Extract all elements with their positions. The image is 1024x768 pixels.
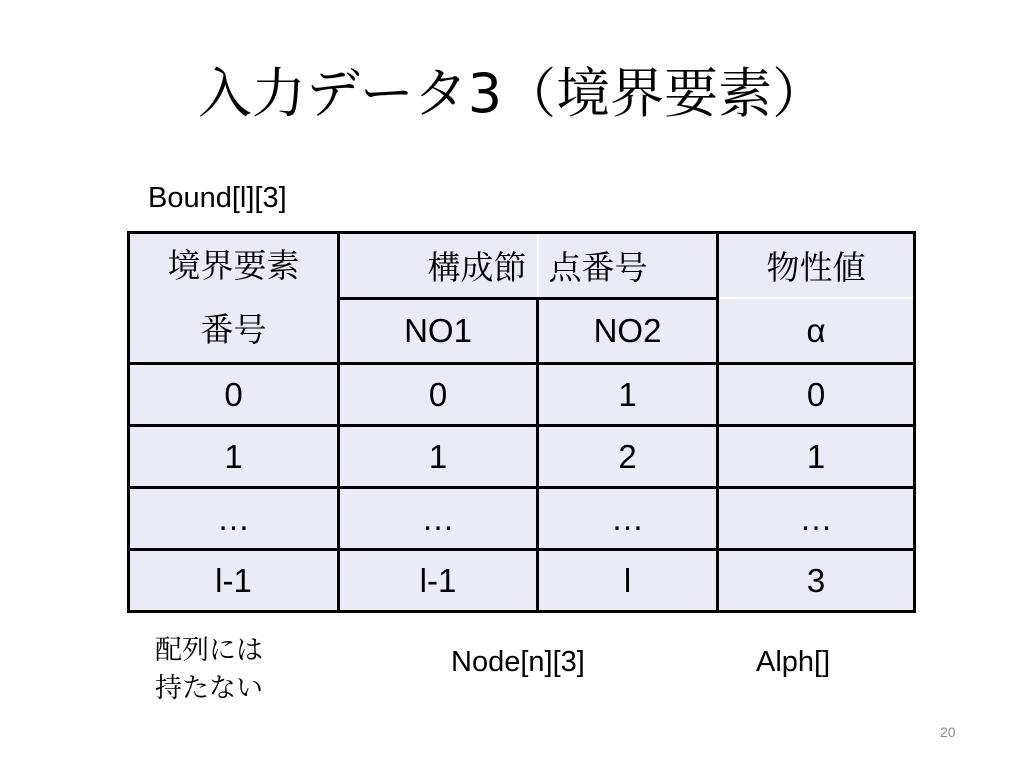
subheader-alpha: α xyxy=(718,298,915,364)
header-material-property xyxy=(718,233,915,299)
header-element-number-line1: 境界要素 xyxy=(167,246,300,285)
table-cell: 0 xyxy=(129,364,339,426)
header-node-group-left xyxy=(339,233,538,299)
table-cell: 1 xyxy=(129,426,339,488)
subheader-no2: NO2 xyxy=(538,298,718,364)
table-cell: 3 xyxy=(718,550,915,612)
table-cell: l xyxy=(538,550,718,612)
table-row xyxy=(129,488,915,550)
table-row xyxy=(129,364,915,426)
table-row xyxy=(129,550,915,612)
table-row xyxy=(129,426,915,488)
table-cell: 1 xyxy=(718,426,915,488)
table-cell: 1 xyxy=(339,426,538,488)
table-cell: 1 xyxy=(538,364,718,426)
table-cell: 0 xyxy=(339,364,538,426)
header-node-group-left-text: 構成節 xyxy=(427,247,527,287)
table-cell: … xyxy=(339,488,538,550)
slide-title: 入力データ3（境界要素） xyxy=(197,62,827,125)
header-node-group-right-text: 点番号 xyxy=(548,247,648,287)
header-material-property-text: 物性値 xyxy=(766,248,866,287)
table-cell: … xyxy=(129,488,339,550)
table-cell: … xyxy=(538,488,718,550)
node-array-label: Node[n][3] xyxy=(451,646,585,678)
not-stored-note xyxy=(155,632,315,708)
page-number: 20 xyxy=(940,724,956,740)
bound-array-label: Bound[l][3] xyxy=(148,182,287,214)
table-cell: 2 xyxy=(538,426,718,488)
table-cell: l-1 xyxy=(339,550,538,612)
table-cell: … xyxy=(718,488,915,550)
header-element-number xyxy=(129,233,339,364)
header-element-number-line2: 番号 xyxy=(200,310,267,349)
alph-array-label: Alph[] xyxy=(756,646,831,678)
header-node-group-right xyxy=(538,233,718,299)
table-cell: l-1 xyxy=(129,550,339,612)
not-stored-note-line1: 配列には xyxy=(155,635,263,666)
table-header-row xyxy=(129,233,915,299)
not-stored-note-line2: 持たない xyxy=(155,673,263,704)
table-cell: 0 xyxy=(718,364,915,426)
subheader-no1: NO1 xyxy=(339,298,538,364)
boundary-element-table xyxy=(127,231,916,613)
